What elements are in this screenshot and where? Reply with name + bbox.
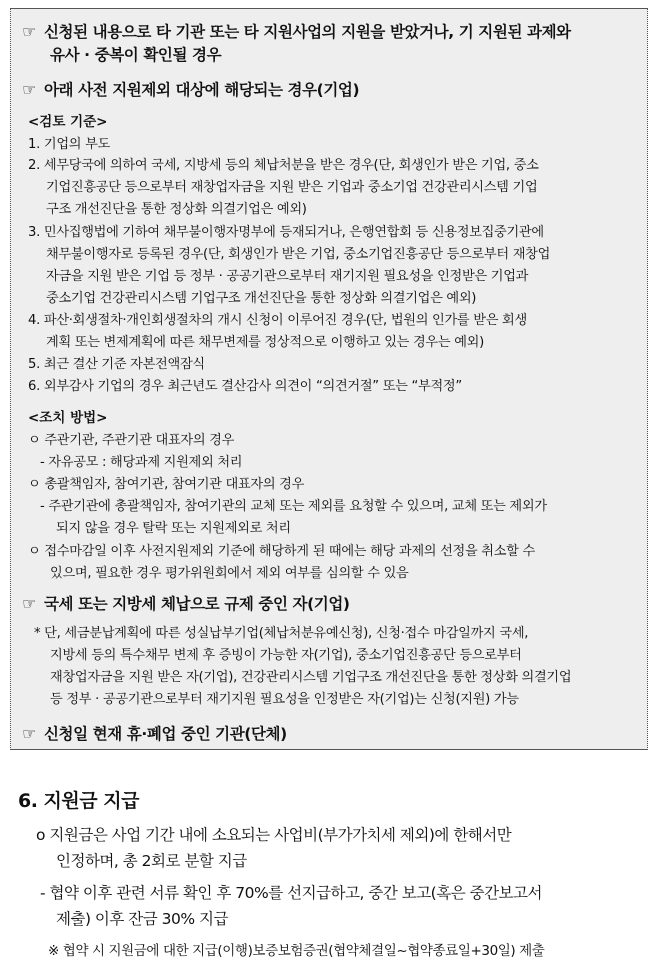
box-line [28, 429, 234, 448]
box-text: 되지 않을 경우 탈락 또는 지원제외로 처리 [56, 521, 291, 536]
box-text: 1. 기업의 부도 [28, 137, 110, 152]
box-line [46, 331, 484, 350]
box-text: 재창업자금을 지원 받은 자(기업), 건강관리시스템 기업구조 개선진단을 통한 정상화 의결기업 [50, 670, 572, 685]
box-line [46, 198, 307, 217]
box-line [28, 221, 544, 240]
box-text: <검토 기준> [28, 114, 108, 130]
box-text: 5. 최근 결산 기준 자본전액잠식 [28, 357, 205, 372]
box-line [50, 688, 519, 707]
box-text: 4. 파산·회생절차·개인회생절차의 개시 신청이 이루어진 경우(단, 법원의 인가를 받은 회생 [28, 313, 527, 328]
box-text: 3. 민사집행법에 기하여 채무불이행자명부에 등재되거나, 은행연합회 등 신용정보집중기관에 [28, 225, 544, 240]
box-line [46, 265, 528, 284]
section-text: 인정하며, 총 2회로 분할 지급 [56, 852, 247, 870]
box-text: 아래 사전 지원제외 대상에 해당되는 경우(기업) [43, 81, 360, 99]
pointing-hand-icon: ☞ [22, 594, 36, 613]
box-text: 계획 또는 변제계획에 따른 채무변제를 정상적으로 이행하고 있는 경우는 예외) [46, 335, 484, 350]
box-text: ㅇ 주관기관, 주관기관 대표자의 경우 [28, 433, 235, 448]
box-text: 등 정부 · 공공기관으로부터 재기지원 필요성을 인정받은 자(기업)는 신청(지원) 가능 [50, 692, 519, 707]
section-text: o 지원금은 사업 기간 내에 소요되는 사업비(부가가치세 제외)에 한해서만 [36, 826, 512, 844]
box-line [22, 20, 571, 42]
box-line [28, 406, 108, 426]
box-line [34, 622, 528, 641]
box-line [28, 309, 527, 328]
section-line [40, 881, 542, 903]
box-line [50, 666, 571, 685]
box-line [50, 644, 522, 663]
box-line [28, 375, 462, 394]
box-text: 2. 세무당국에 의하여 국세, 지방세 등의 체납처분을 받은 경우(단, 회생인가 받은 기업, 중소 [28, 158, 539, 173]
box-line [22, 592, 350, 614]
box-text: <조치 방법> [28, 410, 108, 426]
box-text: 자금을 지원 받은 기업 등 정부 · 공공기관으로부터 재기지원 필요성을 인정받은 기업과 [46, 269, 529, 284]
box-line [28, 540, 535, 559]
box-line [28, 473, 304, 492]
box-text: ㅇ 총괄책임자, 참여기관, 참여기관 대표자의 경우 [28, 477, 305, 492]
pointing-hand-icon: ☞ [22, 22, 36, 41]
box-line [22, 78, 359, 100]
box-text: 구조 개선진단을 통한 정상화 의결기업은 예외) [46, 202, 307, 217]
pointing-hand-icon: ☞ [22, 724, 36, 743]
box-text: 신청된 내용으로 타 기관 또는 타 지원사업의 지원을 받았거나, 기 지원된 과제와 [43, 23, 571, 41]
box-text: - 주관기관에 총괄책임자, 참여기관의 교체 또는 제외를 요청할 수 있으며, 교체 또는 제외가 [40, 499, 547, 514]
box-text: 유사 · 중복이 확인될 경우 [50, 46, 222, 64]
section-line [56, 849, 247, 871]
box-line [22, 722, 287, 744]
box-text: 기업진흥공단 등으로부터 재창업자금을 지원 받은 기업과 중소기업 건강관리시스템 기업 [46, 180, 538, 195]
box-text: 중소기업 건강관리시스템 기업구조 개선진단을 통한 정상화 의결기업은 예외) [46, 291, 477, 306]
box-line [50, 43, 221, 65]
box-line [40, 495, 547, 514]
box-text: 6. 외부감사 기업의 경우 최근년도 결산감사 의견이 “의견거절” 또는 “부적정” [28, 379, 462, 394]
box-line [40, 451, 242, 470]
box-text: 채무불이행자로 등록된 경우(단, 회생인가 받은 기업, 중소기업진흥공단 등으로부터 재창업 [46, 247, 551, 262]
section-text: ※ 협약 시 지원금에 대한 지급(이행)보증보험증권(협약체결일~협약종료일+30일) 제출 [48, 943, 545, 959]
box-text: ㅇ 접수마감일 이후 사전지원제외 기준에 해당하게 된 때에는 해당 과제의 선정을 취소할 수 [28, 544, 535, 559]
box-text: 있으며, 필요한 경우 평가위원회에서 제외 여부를 심의할 수 있음 [50, 566, 409, 581]
section-line [36, 823, 511, 845]
box-line [46, 287, 476, 306]
box-text: * 단, 세금분납계획에 따른 성실납부기업(체납처분유예신청), 신청·접수 마감일까지 국세, [34, 626, 529, 641]
box-line [28, 154, 539, 173]
box-text: 지방세 등의 특수채무 변제 후 증빙이 가능한 자(기업), 중소기업진흥공단 등으로부터 [50, 648, 522, 663]
section-line [56, 907, 228, 929]
box-text: 국세 또는 지방세 체납으로 규제 중인 자(기업) [43, 595, 350, 613]
pointing-hand-icon: ☞ [22, 80, 36, 99]
box-line [28, 133, 110, 152]
section-title: 6. 지원금 지급 [18, 790, 139, 812]
section-text: 제출) 이후 잔금 30% 지급 [56, 910, 228, 928]
box-line [56, 517, 291, 536]
box-line [28, 110, 108, 130]
box-text: - 자유공모 : 해당과제 지원제외 처리 [40, 455, 243, 470]
box-line [28, 353, 205, 372]
section-line [48, 939, 544, 959]
box-line [50, 562, 408, 581]
box-text: 신청일 현재 휴·폐업 중인 기관(단체) [43, 725, 287, 743]
box-line [46, 176, 537, 195]
box-line [46, 243, 550, 262]
section-text: - 협약 이후 관련 서류 확인 후 70%를 선지급하고, 중간 보고(혹은 중간보고서 [40, 884, 542, 902]
